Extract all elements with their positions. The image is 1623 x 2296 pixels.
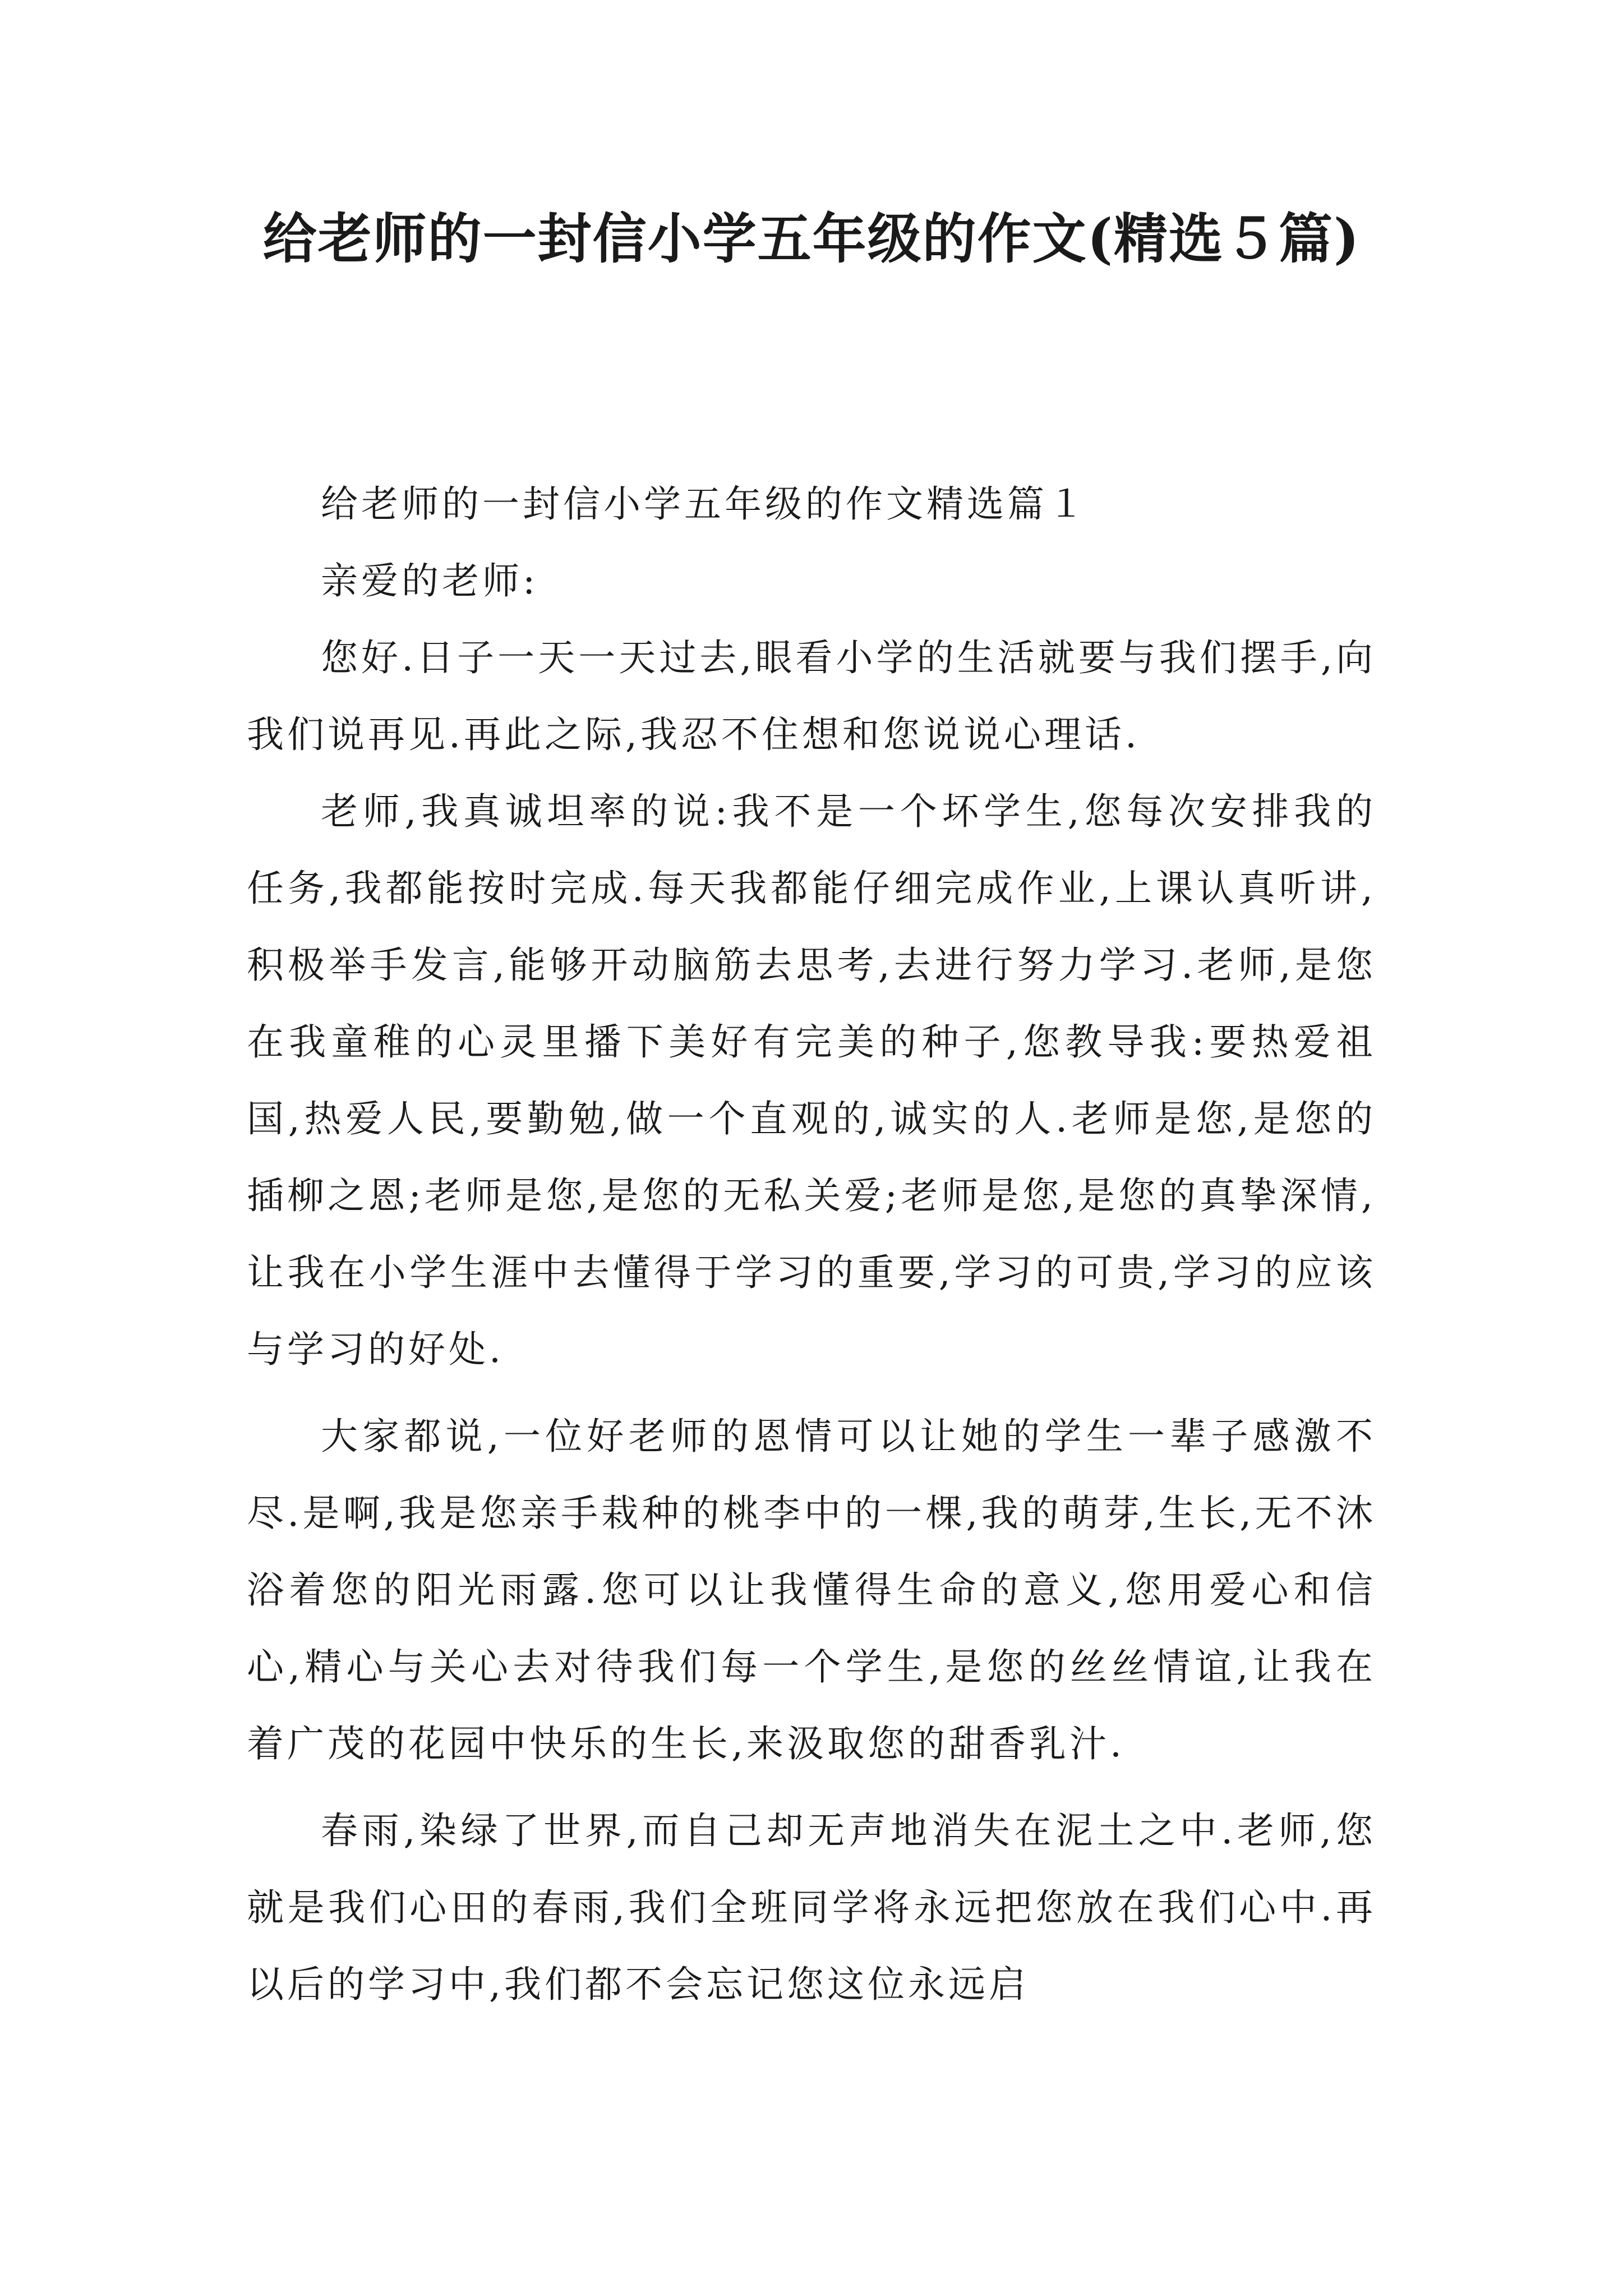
document-title: 给老师的一封信小学五年级的作文(精选５篇) (262, 207, 1361, 270)
salutation: 亲爱的老师: (321, 559, 539, 602)
paragraph-2: 老师,我真诚坦率的说:我不是一个坏学生,您每次安排我的任务,我都能按时完成.每天我都能仔细完成作业,上课认真听讲,积极举手发言,能够开动脑筋去思考,去进行努力学习.老师,是您在我童稚的心灵里播下美好有完美的种子,您教导我:要热爱祖国,热爱人民,要勤勉,做一个直观的,诚实的人.老师是您,是您的插柳之恩;老师是您,是您的无私关爱;老师是您,是您的真挚深情,让我在小学生涯中去懂得于学习的重要,学习的可贵,学习的应该与学习的好处. (247, 790, 1376, 1371)
paragraph-3: 大家都说,一位好老师的恩情可以让她的学生一辈子感激不尽.是啊,我是您亲手栽种的桃李中的一棵,我的萌芽,生长,无不沐浴着您的阳光雨露.您可以让我懂得生命的意义,您用爱心和信心,精心与关心去对待我们每一个学生,是您的丝丝情谊,让我在着广茂的花园中快乐的生长,来汲取您的甜香乳汁. (247, 1415, 1376, 1765)
paragraph-4: 春雨,染绿了世界,而自己却无声地消失在泥土之中.老师,您就是我们心田的春雨,我们全班同学将永远把您放在我们心中.再以后的学习中,我们都不会忘记您这位永远启 (247, 1809, 1376, 2006)
paragraph-1: 您好.日子一天一天过去,眼看小学的生活就要与我们摆手,向我们说再见.再此之际,我忍不住想和您说说心理话. (247, 636, 1376, 756)
section-heading: 给老师的一封信小学五年级的作文精选篇１ (321, 482, 1088, 526)
document-body (247, 466, 1376, 2023)
